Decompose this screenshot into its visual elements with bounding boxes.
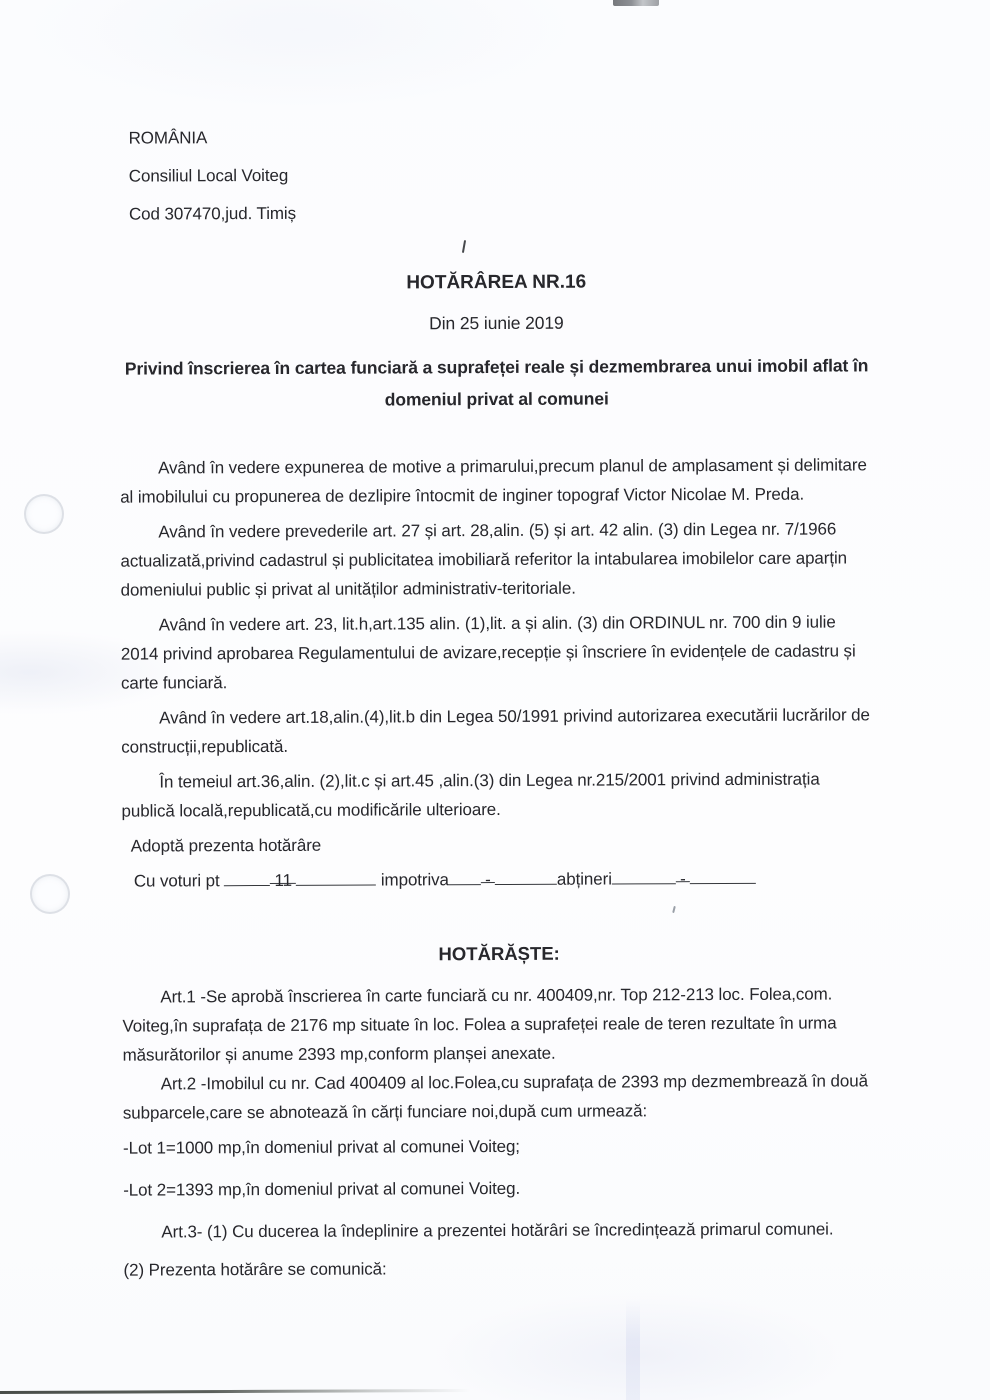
- lot-1-line: -Lot 1=1000 mp,în domeniul privat al comunei Voiteg;: [122, 1136, 520, 1158]
- article-1: Art.1 -Se aprobă înscrierea în carte funciară cu nr. 400409,nr. Top 212-213 loc. Folea,com. Voiteg,în suprafața de 2176 mp situate în loc. Folea a suprafeței reale de teren rezultate în urma măsurătorilor și anume 2393 mp,conform planșei anexate.: [122, 984, 837, 1065]
- votes-for-value: 11: [270, 866, 296, 884]
- adoption-line: Adoptă prezenta hotărâre: [130, 835, 322, 856]
- decision-heading: HOTĂRĂȘTE:: [438, 942, 560, 965]
- votes-line: [134, 863, 876, 895]
- article-3: Art.3- (1) Cu ducerea la îndeplinire a prezentei hotărâri se încredințează primarul comunei.: [161, 1219, 834, 1242]
- scan-shadow-strip: [626, 1300, 640, 1400]
- votes-blank: [612, 866, 676, 884]
- votes-blank: [296, 868, 376, 886]
- preamble-paragraph: Având în vedere prevederile art. 27 și art. 28,alin. (5) și art. 42 alin. (3) din Legea nr. 7/1966 actualizată,privind cadastrul și publicitatea imobiliară referitor la intabularea imobilelor care aparțin domeniului public și privat al unităților administrativ-teritoriale.: [120, 519, 848, 600]
- preamble-paragraph: Având în vedere art. 23, lit.h,art.135 alin. (1),lit. a și alin. (3) din ORDINUL nr. 700 din 9 iulie 2014 privind aprobarea Regulamentului de avizare,recepție și înscriere în evidențele de cadastru și carte funciară.: [120, 612, 856, 693]
- votes-blank: [690, 866, 756, 884]
- scan-bottom-line: [0, 1389, 470, 1394]
- votes-blank: [495, 867, 557, 885]
- votes-blank: [449, 867, 481, 885]
- preamble-paragraph: Având în vedere expunerea de motive a primarului,precum planul de amplasament și delimitare al imobilului cu propunerea de dezlipire întocmit de inginer topograf Victor Nicolae M. Preda.: [120, 455, 867, 507]
- preamble-paragraph: Având în vedere art.18,alin.(4),lit.b din Legea 50/1991 privind autorizarea executării lucrărilor de construcții,republicată.: [121, 705, 870, 757]
- votes-blank: [224, 868, 270, 886]
- votes-against-label: impotriva: [380, 870, 449, 890]
- votes-abstentions-value: -: [676, 864, 690, 882]
- communication-line: (2) Prezenta hotărâre se comunică:: [123, 1259, 387, 1280]
- title-block: [1, 270, 990, 417]
- header-code: Cod 307470,jud. Timiș: [128, 203, 297, 224]
- punch-hole: [24, 494, 64, 534]
- header-council: Consiliul Local Voiteg: [128, 165, 289, 186]
- document-header: [129, 119, 297, 234]
- stray-pen-mark: [462, 240, 466, 253]
- lot-2-line: -Lot 2=1393 mp,în domeniul privat al comunei Voiteg.: [123, 1178, 521, 1200]
- preamble-paragraph: În temeiul art.36,alin. (2),lit.c și art.45 ,alin.(3) din Legea nr.215/2001 privind administrația publică locală,republicată,cu modificările ulterioare.: [121, 769, 820, 821]
- article-2: Art.2 -Imobilul cu nr. Cad 400409 al loc.Folea,cu suprafața de 2393 mp dezmembrează în două subparcele,care se abnotează în cărți funciare noi,după cum urmează:: [122, 1071, 868, 1123]
- decision-number: HOTĂRÂREA NR.16: [406, 271, 587, 294]
- decision-date: Din 25 iunie 2019: [429, 312, 564, 334]
- votes-against-value: -: [481, 865, 495, 883]
- votes-prefix: Cu voturi pt: [133, 871, 220, 891]
- punch-hole: [30, 874, 70, 914]
- votes-abstentions-label: abțineri: [556, 869, 612, 889]
- header-country: ROMÂNIA: [128, 128, 208, 148]
- document-body: [120, 450, 878, 1289]
- decision-subject: Privind înscrierea în cartea funciară a suprafeței reale și dezmembrarea unui imobil aflat în domeniul privat al comunei: [124, 355, 869, 410]
- scan-edge-mark: [613, 0, 659, 6]
